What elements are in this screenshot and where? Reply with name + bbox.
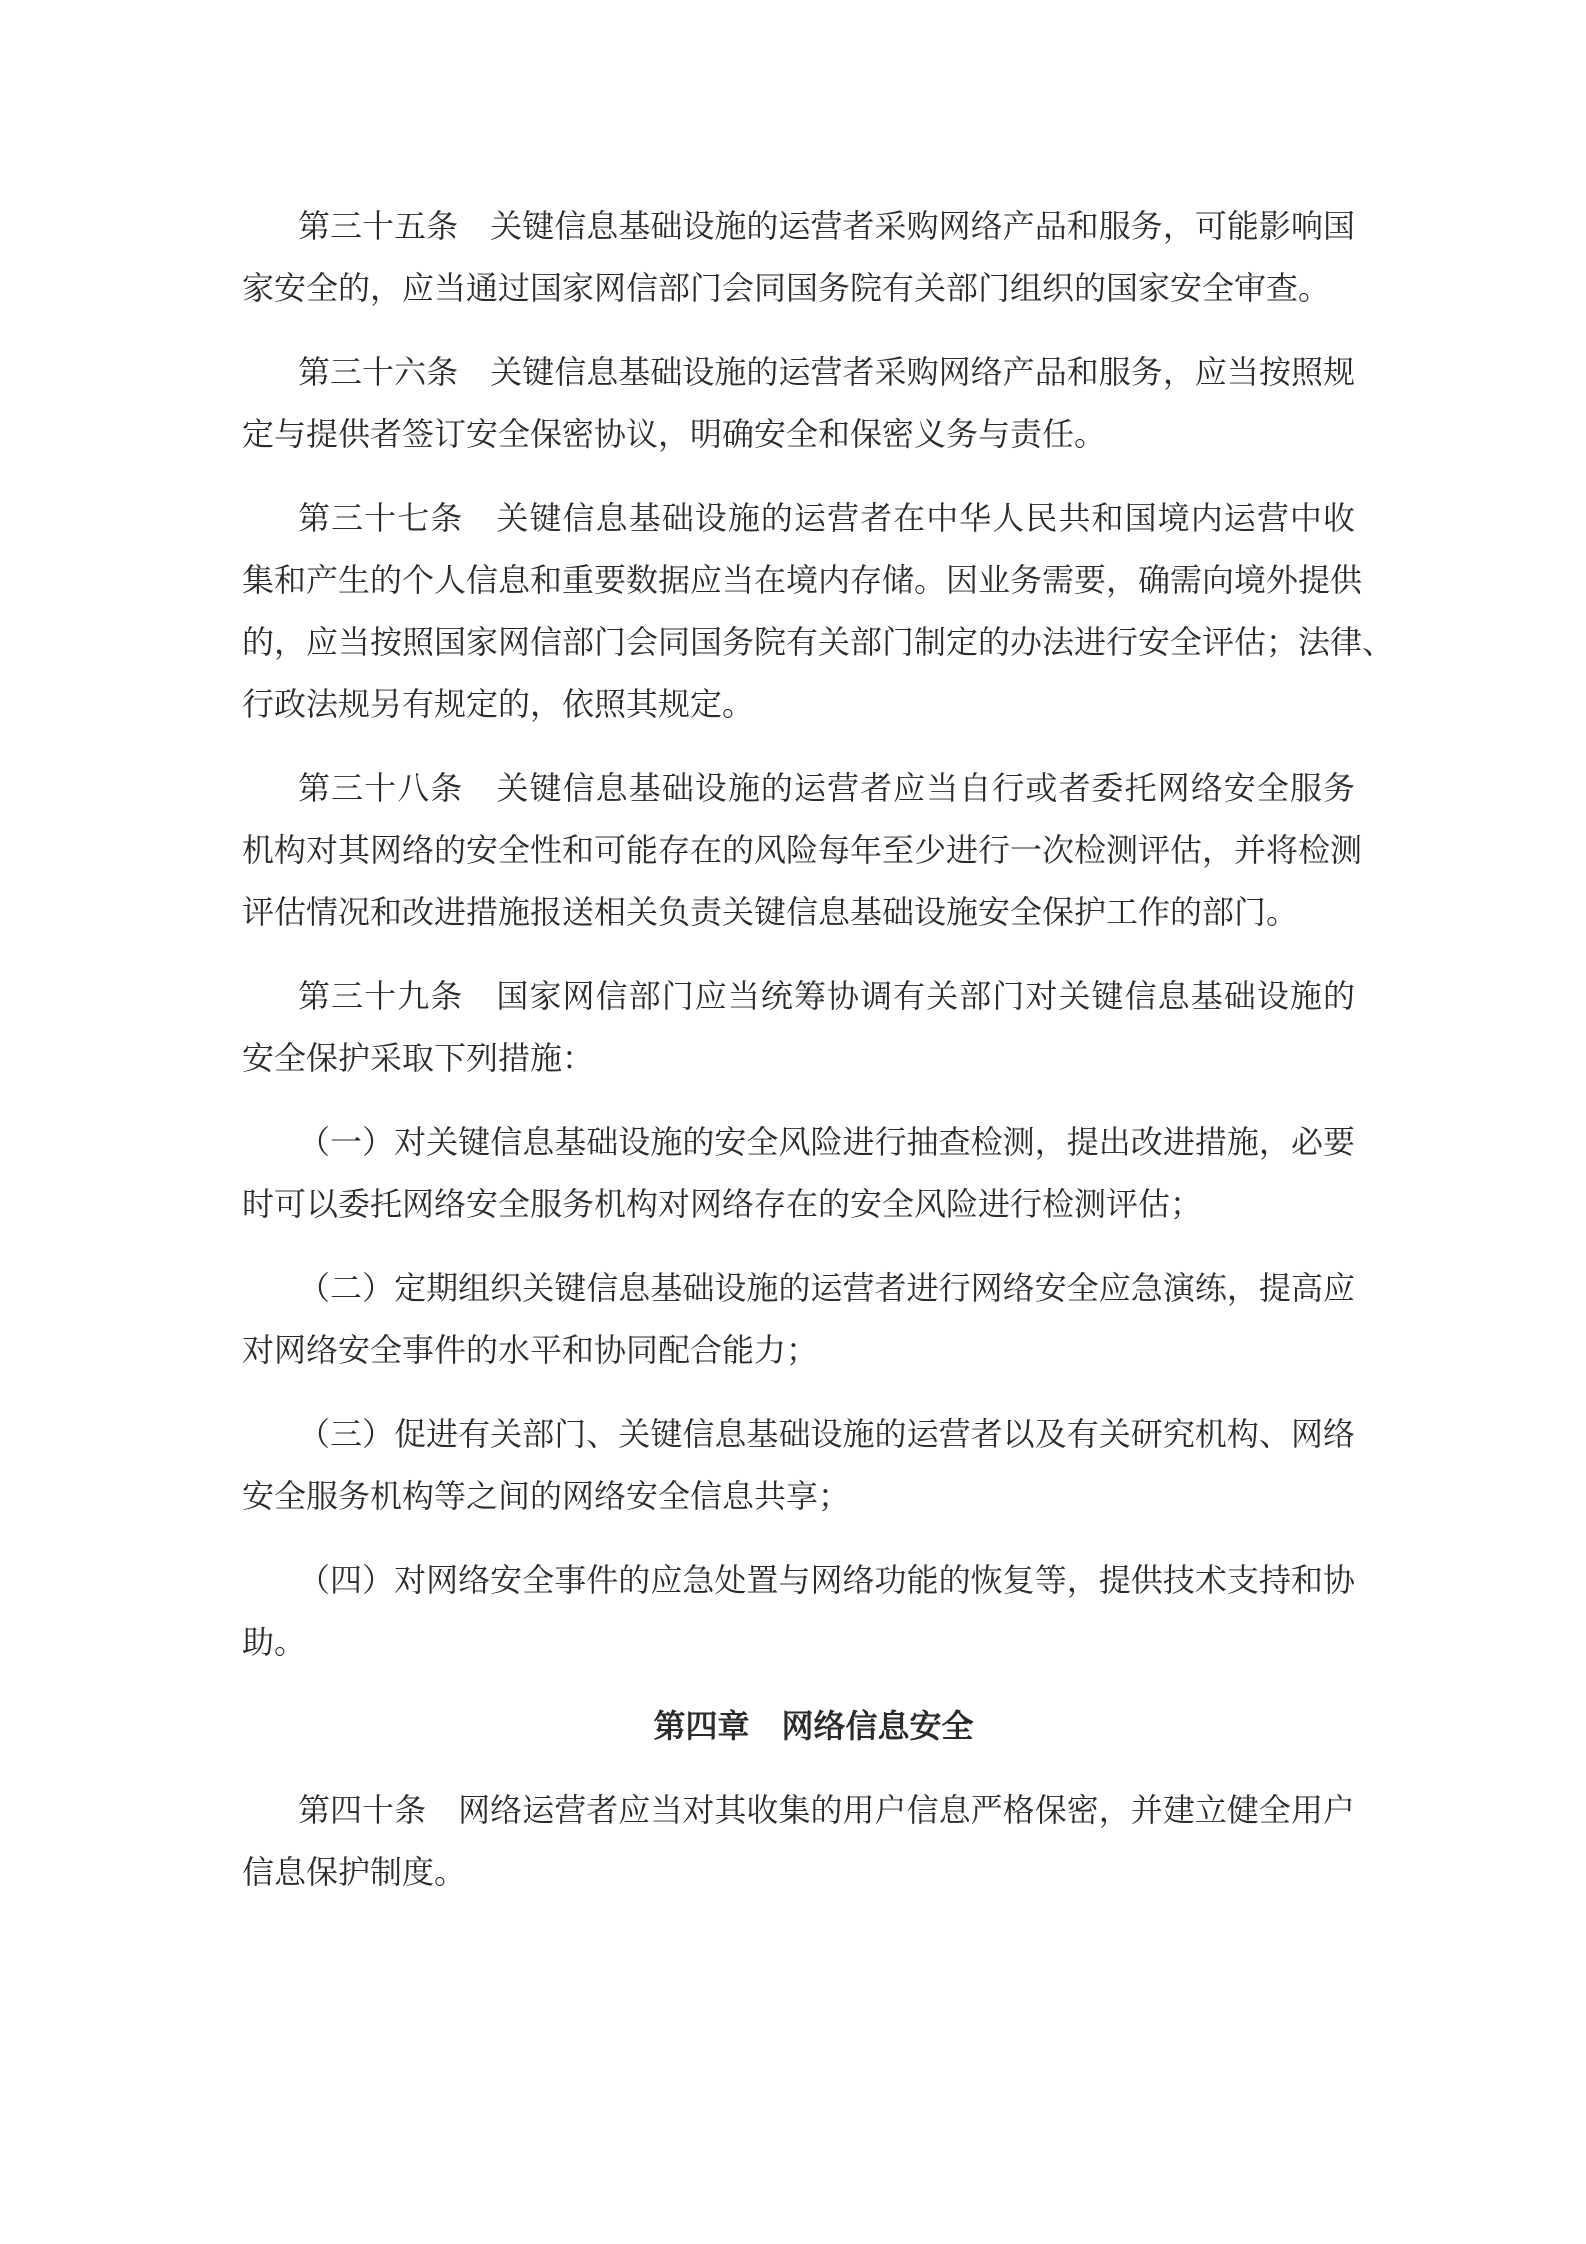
text-line: 时可以委托网络安全服务机构对网络存在的安全风险进行检测评估； (242, 1185, 1203, 1223)
text-line: 第四十条 网络运营者应当对其收集的用户信息严格保密，并建立健全用户 (298, 1791, 1355, 1829)
text-line: 第三十六条 关键信息基础设施的运营者采购网络产品和服务，应当按照规 (298, 353, 1355, 391)
chapter-heading: 第四章 网络信息安全 (653, 1707, 974, 1745)
text-line: 定与提供者签订安全保密协议，明确安全和保密义务与责任。 (242, 415, 1107, 453)
text-line: 行政法规另有规定的，依照其规定。 (242, 685, 755, 723)
article-paragraph (242, 1549, 1355, 1673)
article-paragraph (242, 757, 1363, 943)
text-line: 第三十八条 关键信息基础设施的运营者应当自行或者委托网络安全服务 (298, 769, 1355, 807)
text-line: 第三十五条 关键信息基础设施的运营者采购网络产品和服务，可能影响国 (298, 207, 1355, 245)
text-line: 集和产生的个人信息和重要数据应当在境内存储。因业务需要，确需向境外提供 (242, 561, 1363, 599)
article-paragraph (242, 341, 1355, 465)
text-line: 机构对其网络的安全性和可能存在的风险每年至少进行一次检测评估，并将检测 (242, 831, 1363, 869)
article-paragraph (242, 1403, 1355, 1527)
text-line: 助。 (242, 1623, 307, 1661)
article-paragraph (242, 195, 1355, 319)
article-paragraph (242, 1111, 1355, 1235)
text-line: 第三十七条 关键信息基础设施的运营者在中华人民共和国境内运营中收 (298, 499, 1355, 537)
text-line: 安全服务机构等之间的网络安全信息共享； (242, 1477, 851, 1515)
text-line: 家安全的，应当通过国家网信部门会同国务院有关部门组织的国家安全审查。 (242, 269, 1331, 307)
text-line: 对网络安全事件的水平和协同配合能力； (242, 1331, 819, 1369)
article-paragraph (242, 1779, 1355, 1903)
text-line: （二）定期组织关键信息基础设施的运营者进行网络安全应急演练，提高应 (298, 1269, 1355, 1307)
text-line: 安全保护采取下列措施： (242, 1039, 595, 1077)
text-line: 信息保护制度。 (242, 1853, 467, 1891)
text-line: （一）对关键信息基础设施的安全风险进行抽查检测，提出改进措施，必要 (298, 1123, 1355, 1161)
article-paragraph (242, 965, 1355, 1089)
text-line: 第三十九条 国家网信部门应当统筹协调有关部门对关键信息基础设施的 (298, 977, 1355, 1015)
text-line: 评估情况和改进措施报送相关负责关键信息基础设施安全保护工作的部门。 (242, 893, 1299, 931)
article-paragraph (242, 1257, 1355, 1381)
text-line: 的，应当按照国家网信部门会同国务院有关部门制定的办法进行安全评估；法律、 (242, 623, 1395, 661)
document-page (242, 195, 1395, 1925)
text-line: （三）促进有关部门、关键信息基础设施的运营者以及有关研究机构、网络 (298, 1415, 1355, 1453)
text-line: （四）对网络安全事件的应急处置与网络功能的恢复等，提供技术支持和协 (298, 1561, 1355, 1599)
article-paragraph (242, 487, 1395, 735)
